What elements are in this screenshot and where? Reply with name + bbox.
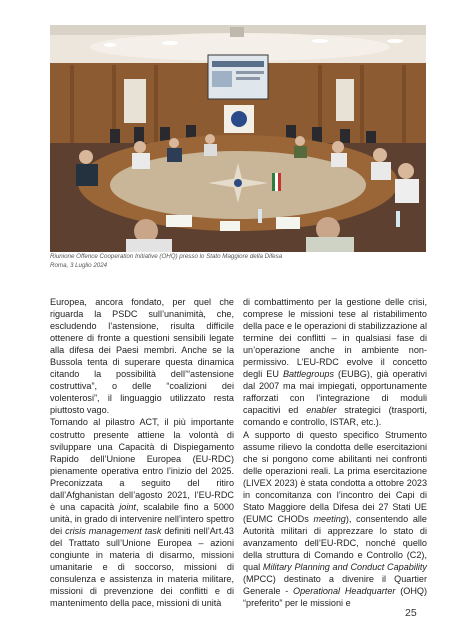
page-number: 25 (405, 607, 417, 619)
right-paragraph-2: A supporto di questo specifico Strumento assume rilievo la condotta delle esercitazioni che si pongono come abilitanti nei confronti delle operazioni reali. La prima esercitazione (LIVEX 2023) è stata condotta a ottobre 2023 in concomitanza con l’incontro dei Capi di Stato Maggiore della Difesa dei 27 Stati UE (EUMC CHODs meeting), consentendo alle Autorità militari di apprezzare lo stato di avanzamento dell’EU-RDC, nonché quello della struttura di Comando e Controllo (C2), qual Military Planning and Conduct Capability (MPCC) destinato a divenire il Quartier Generale - Operational Headquarter (OHQ) “preferito” per le missioni e (243, 429, 427, 609)
left-paragraph-2: Tornando al pilastro ACT, il più importante costrutto presente attiene la volontà di sviluppare una Capacità di Dispiegamento Rapido dell’Unione Europea (EU-RDC) pienamente operativa entro l’inizio del 2025. Preconizzata a seguito del ritiro dall’Afghanistan dell’agosto 2021, l’EU-RDC è una capacità joint, scalabile fino a 5000 unità, in grado di intervenire nell’intero spettro dei crisis management task definiti nell’Art.43 del Trattato sull’Unione Europea – azioni congiunte in materia di disarmo, missioni umanitarie e di soccorso, missioni di consulenza e assistenza in materia militare, missioni di prevenzione dei conflitti e di mantenimento della pace, missioni di unità (50, 417, 235, 609)
right-column (243, 296, 427, 609)
caption-line-2: Roma, 3 Luglio 2024 (50, 261, 108, 269)
conference-room-photo (50, 25, 426, 252)
right-paragraph-1: di combattimento per la gestione delle crisi, comprese le missioni tese al ristabilimento della pace e le operazioni di stabilizzazione al termine dei conflitti – in qualsiasi fase di un’operazione anche in ambiente non-permissivo. L’EU-RDC evolve il concetto degli EU Battlegroups (EUBG), già operativi dal 2007 ma mai impiegati, opportunamente rafforzati con l’integrazione di moduli capacitivi ed enabler strategici (trasporti, comando e controllo, ISTAR, etc.). (243, 297, 428, 428)
photo-caption (50, 253, 426, 270)
caption-line-1: Riunione Offence Cooperation Initiative (OHQ) presso lo Stato Maggiore della Difesa (50, 253, 283, 260)
left-column (50, 296, 234, 609)
left-paragraph-1: Europea, ancora fondato, per quel che riguarda la PSDC sull’unanimità, che, escludendo l’astensione, risulta difficile ottenere di fronte a questioni sensibili legate alla difesa dei Paesi membri. Anche se la Bussola tenta di superare questa dinamica citando la possibilità dell’“astensione costruttiva”, o delle “coalizioni dei volenterosi”, il linguaggio utilizzato resta piuttosto vago. (50, 297, 234, 416)
